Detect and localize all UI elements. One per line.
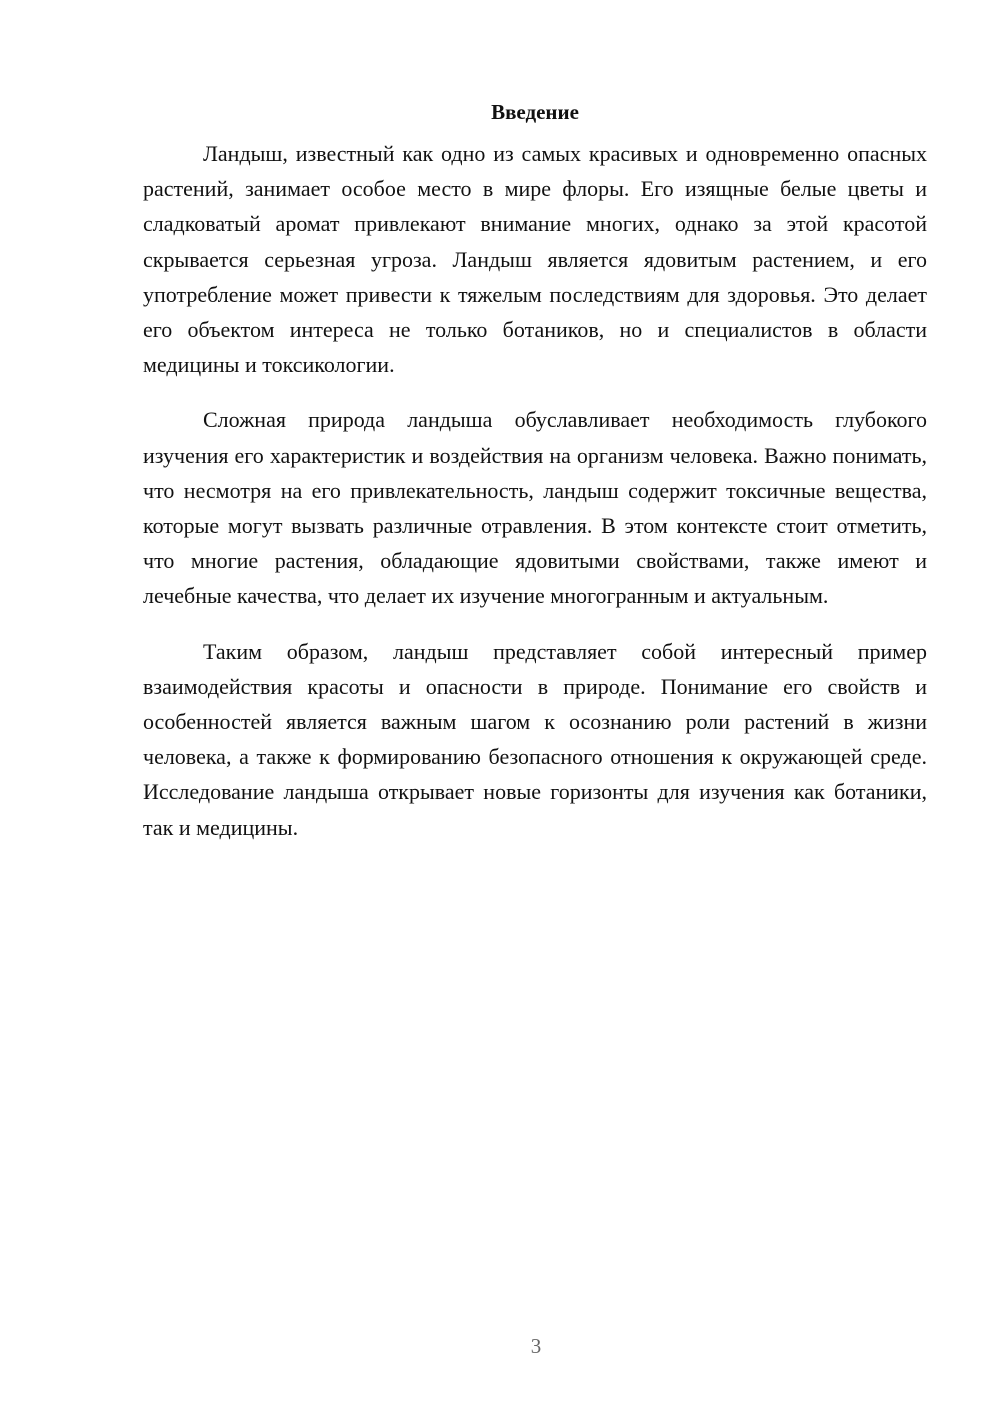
- paragraph-2: Сложная природа ландыша обуславливает необходимость глубокого изучения его характеристик и воздействия на организм человека. Важно понимать, что несмотря на его привлекательность, ландыш содержит токсичные вещества, которые могут вызвать различные отравления. В этом контексте стоит отметить, что многие растения, обладающие ядовитыми свойствами, также имеют и лечебные качества, что делает их изучение многогранным и актуальным.: [143, 407, 927, 609]
- paragraph-1: Ландыш, известный как одно из самых красивых и одновременно опасных растений, занимает особое место в мире флоры. Его изящные белые цветы и сладковатый аромат привлекают внимание многих, однако за этой красотой скрывается серьезная угроза. Ландыш является ядовитым растением, и его употребление может привести к тяжелым последствиям для здоровья. Это делает его объектом интереса не только ботаников, но и специалистов в области медицины и токсикологии.: [143, 141, 927, 378]
- paragraph-3: Таким образом, ландыш представляет собой интересный пример взаимодействия красоты и опасности в природе. Понимание его свойств и особенностей является важным шагом к осознанию роли растений в жизни человека, а также к формированию безопасного отношения к окружающей среде. Исследование ландыша открывает новые горизонты для изучения как ботаники, так и медицины.: [143, 638, 927, 840]
- page-title: Введение: [491, 100, 579, 124]
- page-content: [143, 96, 927, 865]
- page-number: 3: [530, 1334, 542, 1358]
